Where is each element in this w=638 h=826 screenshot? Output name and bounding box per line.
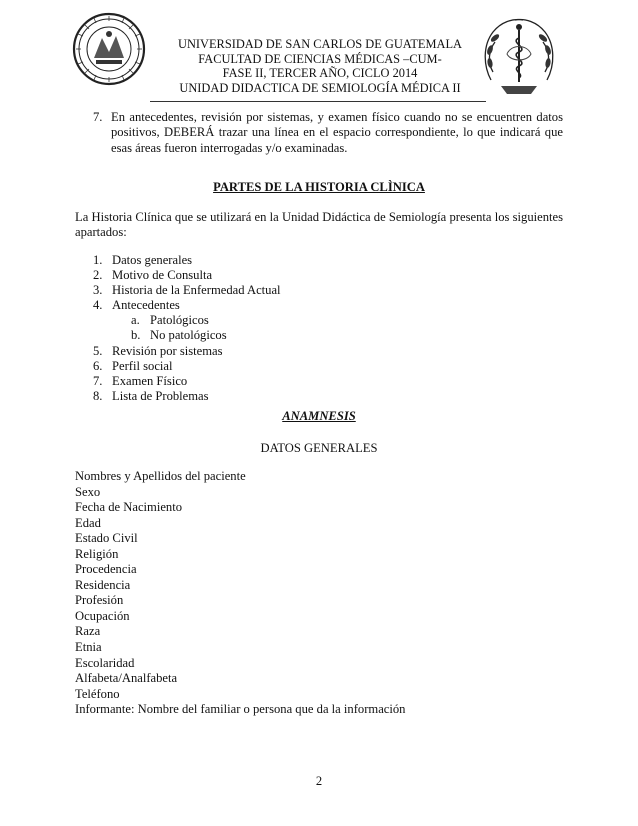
list-item xyxy=(93,374,493,389)
list-item xyxy=(93,253,493,268)
list-text: Perfil social xyxy=(112,358,173,373)
page-number: 2 xyxy=(315,774,323,788)
list-text: Datos generales xyxy=(112,253,193,267)
sub-list-item xyxy=(93,313,493,328)
header-unit: UNIDAD DIDACTICA DE SEMIOLOGÍA MÉDICA II xyxy=(179,80,461,95)
field-label: Sexo xyxy=(75,484,101,499)
list-number: 2. xyxy=(93,268,103,283)
instruction-text: En antecedentes, revisión por sistemas, y examen físico cuando no se encuentren datos positivos, DEBERÁ trazar una línea en el espacio correspondiente, lo que indicará que esas áreas fueron interrogadas y/o examinadas. xyxy=(111,110,563,155)
field-label: Teléfono xyxy=(75,686,120,701)
list-text: Patológicos xyxy=(150,313,209,328)
header-university: UNIVERSIDAD DE SAN CARLOS DE GUATEMALA xyxy=(178,37,462,51)
field-label: Informante: Nombre del familiar o persona que da la información xyxy=(75,702,406,717)
list-item xyxy=(93,359,493,374)
university-seal-icon xyxy=(72,12,146,86)
list-text: Motivo de Consulta xyxy=(112,268,213,283)
list-item xyxy=(93,268,493,283)
section-title-anamnesis: ANAMNESIS xyxy=(282,409,356,423)
list-number: 5. xyxy=(93,343,103,358)
list-number: 4. xyxy=(93,298,103,313)
field-label: Procedencia xyxy=(75,562,137,577)
list-item xyxy=(93,389,493,404)
field-label: Nombres y Apellidos del paciente xyxy=(75,469,246,483)
header-phase: FASE II, TERCER AÑO, CICLO 2014 xyxy=(222,66,418,81)
section-title-partes: PARTES DE LA HISTORIA CLÌNICA xyxy=(213,180,425,194)
field-label: Raza xyxy=(75,624,101,639)
list-item xyxy=(93,283,493,298)
list-item xyxy=(93,298,493,313)
field-label: Fecha de Nacimiento xyxy=(75,500,183,515)
list-number: 7. xyxy=(93,373,103,388)
instruction-number: 7. xyxy=(93,110,103,124)
list-number: 8. xyxy=(93,388,103,403)
field-label: Escolaridad xyxy=(75,655,135,670)
list-text: Examen Físico xyxy=(112,373,188,388)
list-text: Lista de Problemas xyxy=(112,388,209,403)
list-text: Revisión por sistemas xyxy=(112,343,223,358)
sections-list xyxy=(93,253,493,404)
field-label: Alfabeta/Analfabeta xyxy=(75,671,178,686)
field-label: Ocupación xyxy=(75,608,130,623)
sub-list-item xyxy=(93,328,493,343)
list-item xyxy=(93,344,493,359)
list-number: b. xyxy=(131,328,141,343)
field-label: Etnia xyxy=(75,640,102,655)
instruction-item xyxy=(93,110,563,156)
list-number: 1. xyxy=(93,253,103,267)
list-number: 6. xyxy=(93,358,103,373)
subsection-title-datos-generales: DATOS GENERALES xyxy=(260,441,378,455)
intro-paragraph: La Historia Clínica que se utilizará en la Unidad Didáctica de Semiología presenta los siguientes apartados: xyxy=(75,210,563,240)
field-label: Religión xyxy=(75,546,119,561)
field-label: Residencia xyxy=(75,577,131,592)
list-text: Historia de la Enfermedad Actual xyxy=(112,283,281,298)
header-faculty: FACULTAD DE CIENCIAS MÉDICAS –CUM- xyxy=(198,51,442,66)
list-number: a. xyxy=(131,313,140,328)
list-text: Antecedentes xyxy=(112,298,180,313)
document-header xyxy=(150,37,490,95)
header-divider xyxy=(150,101,486,102)
list-text: No patológicos xyxy=(150,328,227,343)
general-data-fields xyxy=(75,469,555,718)
list-number: 3. xyxy=(93,283,103,298)
field-label: Estado Civil xyxy=(75,531,138,546)
field-label: Profesión xyxy=(75,593,124,608)
field-label: Edad xyxy=(75,515,101,530)
